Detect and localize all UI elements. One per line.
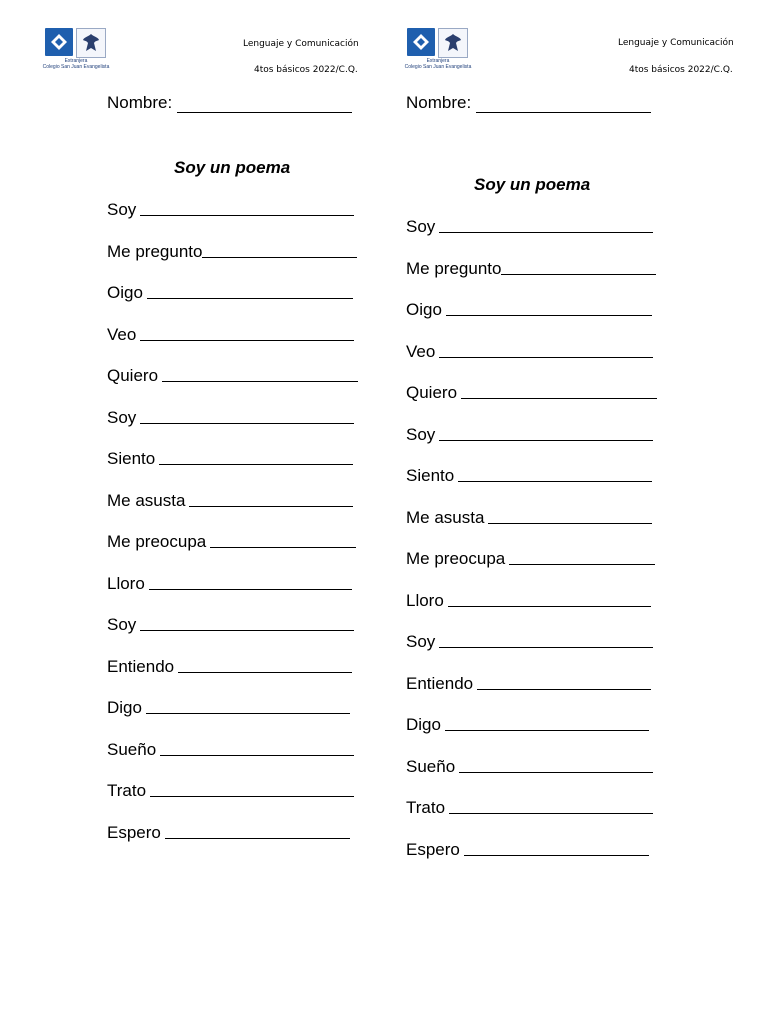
prompt-label: Lloro [107,573,145,593]
crest-icon [76,28,106,58]
prompt-row[interactable] [406,383,657,425]
prompt-row[interactable] [406,259,657,301]
prompt-label: Me asusta [406,507,485,527]
course-header: 4tos básicos 2022/C.Q. [254,65,358,75]
prompt-label: Me preocupa [406,549,506,568]
prompt-label: Me asusta [107,490,186,510]
prompt-row[interactable] [406,508,657,550]
prompt-row[interactable] [406,300,657,342]
prompt-row[interactable] [406,591,657,633]
prompt-label: Sueño [406,756,456,776]
answer-line[interactable] [477,674,651,690]
school-logo [400,28,480,74]
prompt-label: Siento [406,466,455,485]
course-header: 4tos básicos 2022/C.Q. [629,65,733,75]
worksheet-copy-right [300,0,734,1024]
nombre-field[interactable] [406,93,651,113]
prompt-row[interactable] [406,757,657,799]
prompt-list [406,217,657,881]
logo-caption: Extranjera Colegio San Juan Evangelista [42,58,110,70]
prompt-label: Oigo [107,283,143,302]
prompt-label: Soy [107,615,137,634]
prompt-row[interactable] [406,549,657,591]
prompt-label: Entiendo [107,656,175,676]
prompt-row[interactable] [406,840,657,882]
prompt-label: Soy [107,200,137,219]
prompt-row[interactable] [406,342,657,384]
prompt-label: Digo [107,698,142,717]
prompt-label: Sueño [107,739,157,759]
prompt-label: Soy [406,632,436,651]
prompt-label: Veo [406,341,436,361]
nombre-line[interactable] [476,98,651,113]
answer-line[interactable] [458,466,652,482]
prompt-label: Entiendo [406,673,474,693]
prompt-label: Oigo [406,300,442,319]
crest-icon [438,28,468,58]
worksheet-title: Soy un poema [174,158,291,177]
prompt-label: Soy [406,217,436,236]
prompt-row[interactable] [406,466,657,508]
logo-caption: Extranjera Colegio San Juan Evangelista [404,58,472,70]
answer-line[interactable] [439,425,653,441]
prompt-row[interactable] [406,632,657,674]
answer-line[interactable] [459,757,653,773]
prompt-label: Quiero [107,366,159,385]
answer-line[interactable] [501,259,656,275]
nombre-label: Nombre: [107,93,173,112]
answer-line[interactable] [488,508,652,524]
prompt-label: Espero [107,822,161,842]
answer-line[interactable] [449,798,653,814]
prompt-label: Soy [107,407,137,427]
answer-line[interactable] [464,840,649,856]
school-logo-icon [407,28,435,56]
subject-header: Lenguaje y Comunicación [618,38,734,48]
prompt-row[interactable] [406,798,657,840]
answer-line[interactable] [446,300,652,316]
prompt-row[interactable] [406,425,657,467]
answer-line[interactable] [448,591,651,607]
prompt-label: Veo [107,324,137,344]
prompt-row[interactable] [406,674,657,716]
answer-line[interactable] [439,217,653,233]
prompt-row[interactable] [406,715,657,757]
prompt-label: Me pregunto [107,241,203,261]
school-logo [38,28,118,74]
worksheet-title: Soy un poema [474,175,591,194]
answer-line[interactable] [461,383,657,399]
prompt-label: Quiero [406,383,458,402]
prompt-label: Soy [406,424,436,444]
answer-line[interactable] [439,342,653,358]
answer-line[interactable] [509,549,655,565]
prompt-label: Trato [406,798,446,817]
answer-line[interactable] [445,715,649,731]
prompt-label: Me preocupa [107,532,207,551]
school-logo-icon [45,28,73,56]
subject-header: Lenguaje y Comunicación [243,39,359,49]
nombre-label: Nombre: [406,93,472,112]
prompt-label: Digo [406,715,441,734]
prompt-label: Me pregunto [406,258,502,278]
prompt-label: Espero [406,839,460,859]
prompt-label: Siento [107,449,156,468]
prompt-label: Trato [107,781,147,800]
answer-line[interactable] [439,632,653,648]
prompt-label: Lloro [406,590,444,610]
prompt-row[interactable] [406,217,657,259]
